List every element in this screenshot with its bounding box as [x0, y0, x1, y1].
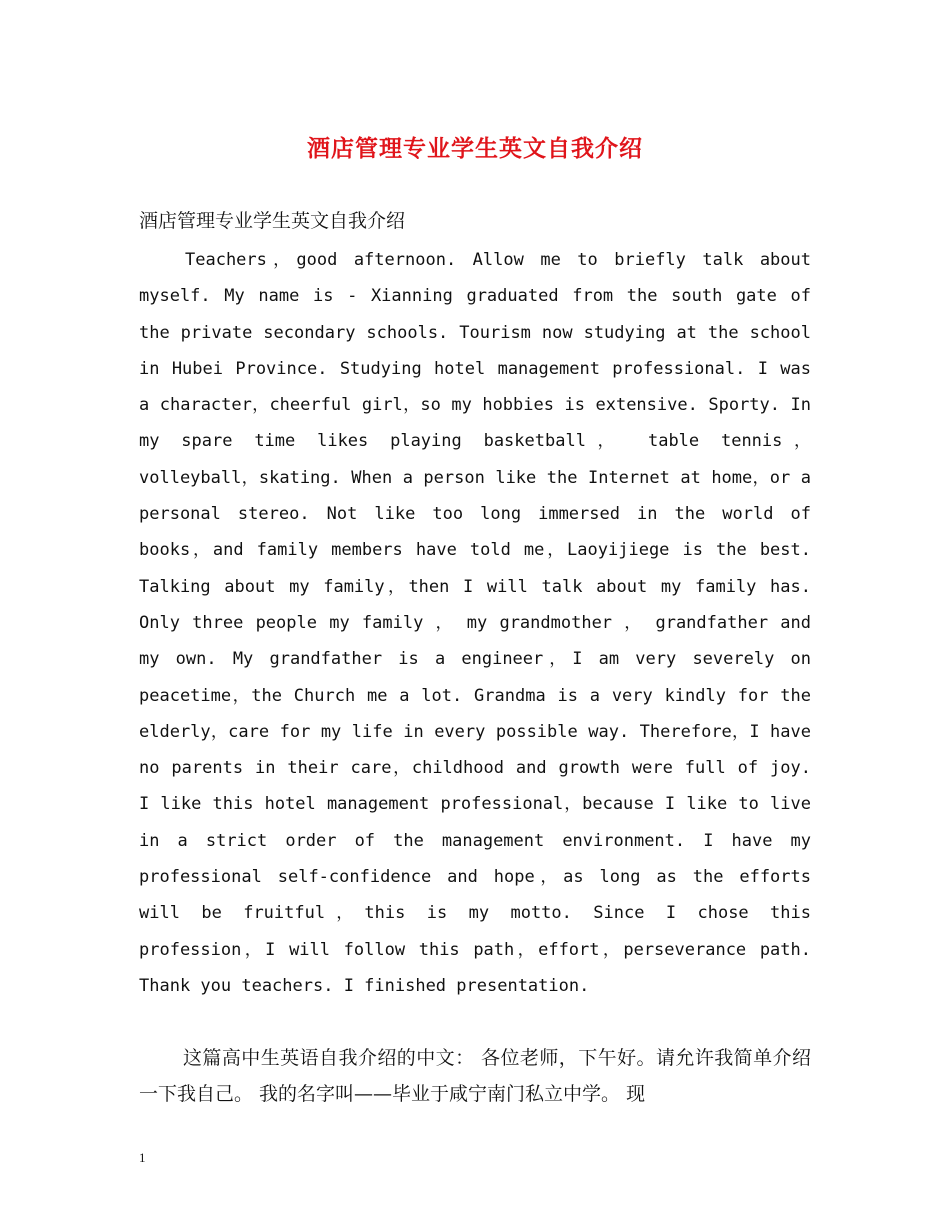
chinese-paragraph: 这篇高中生英语自我介绍的中文： 各位老师，下午好。请允许我简单介绍一下我自己。 我的名字叫——毕业于咸宁南门私立中学。 现: [139, 1047, 811, 1105]
document-title: 酒店管理专业学生英文自我介绍: [307, 135, 643, 162]
document-subtitle: 酒店管理专业学生英文自我介绍: [139, 210, 406, 232]
english-paragraph: Teachers，good afternoon. Allow me to briefly talk about myself. My name is - Xianning graduated from the south gate of the private secondary schools. Tourism now studying at the school in Hubei Province. Studying hotel management professional. I was a character，cheerful girl，so my hobbies is extensive. Sporty. In my spare time likes playing basketball， table tennis，volleyball，skating. When a person like the Internet at home，or a personal stereo. Not like too long immersed in the world of books，and family members have told me，Laoyijiege is the best. Talking about my family，then I will talk about my family has. Only three people my family ， my grandmother ， grandfather and my own. My grandfather is a engineer，I am very severely on peacetime，the Church me a lot. Grandma is a very kindly for the elderly，care for my life in every possible way. Therefore，I have no parents in their care，childhood and growth were full of joy. I like this hotel management professional，because I like to live in a strict order of the management environment. I have my professional self-confidence and hope，as long as the efforts will be fruitful，this is my motto. Since I chose this profession，I will follow this path，effort，perseverance path. Thank you teachers. I finished presentation.: [139, 250, 811, 996]
page-number: 1: [139, 1150, 146, 1165]
